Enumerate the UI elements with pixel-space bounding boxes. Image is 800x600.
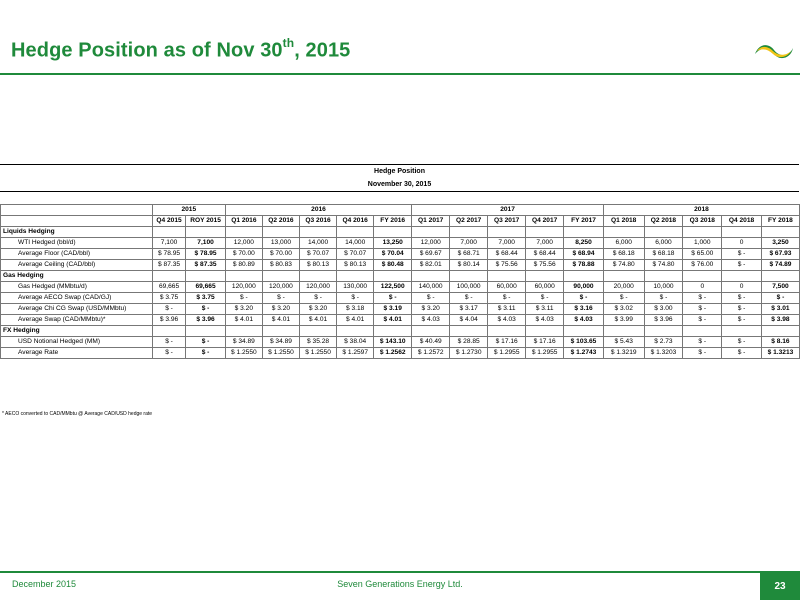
value-cell: $ 8.16 (761, 337, 799, 348)
value-cell: $ 40.49 (412, 337, 450, 348)
value-cell: 7,100 (152, 238, 186, 249)
column-header: Q2 2017 (450, 216, 488, 227)
empty-cell (603, 227, 644, 238)
value-cell: 60,000 (526, 282, 564, 293)
value-cell: 6,000 (644, 238, 683, 249)
value-cell: $ 68.94 (564, 249, 604, 260)
value-cell: $ 78.95 (186, 249, 225, 260)
value-cell: $ - (450, 293, 488, 304)
empty-cell (450, 227, 488, 238)
value-cell: $ 3.16 (564, 304, 604, 315)
table-footnote: * AECO converted to CAD/MMbtu @ Average CAD/USD hedge rate (2, 411, 153, 417)
empty-cell (488, 271, 526, 282)
column-header: Q4 2016 (337, 216, 374, 227)
year-header-2017: 2017 (412, 205, 604, 216)
empty-cell (564, 326, 604, 337)
value-cell: 3,250 (761, 238, 799, 249)
value-cell: 7,500 (761, 282, 799, 293)
section-label: Liquids Hedging (1, 227, 153, 238)
table-row (1, 238, 800, 249)
value-cell: $ - (300, 293, 337, 304)
table-date: November 30, 2015 (367, 181, 432, 188)
empty-cell (526, 227, 564, 238)
empty-cell (374, 271, 412, 282)
value-cell: $ 87.35 (186, 260, 225, 271)
value-cell: 14,000 (337, 238, 374, 249)
value-cell: $ - (722, 304, 762, 315)
value-cell: $ 70.04 (374, 249, 412, 260)
value-cell: $ 35.28 (300, 337, 337, 348)
empty-cell (526, 326, 564, 337)
value-cell: $ 4.01 (337, 315, 374, 326)
value-cell: $ 74.80 (603, 260, 644, 271)
value-cell: $ 17.16 (526, 337, 564, 348)
row-label: Average AECO Swap (CAD/GJ) (1, 293, 153, 304)
value-cell: $ 1.2730 (450, 348, 488, 359)
value-cell: 7,000 (488, 238, 526, 249)
value-cell: $ 75.56 (488, 260, 526, 271)
value-cell: $ 1.2550 (300, 348, 337, 359)
value-cell: $ 75.56 (526, 260, 564, 271)
value-cell: $ 3.75 (186, 293, 225, 304)
column-header: ROY 2015 (186, 216, 225, 227)
empty-cell (644, 326, 683, 337)
value-cell: $ 3.20 (262, 304, 299, 315)
value-cell: 12,000 (412, 238, 450, 249)
column-header: Q4 2017 (526, 216, 564, 227)
title-divider (0, 73, 800, 75)
empty-cell (722, 326, 762, 337)
empty-cell (300, 271, 337, 282)
value-cell: $ - (761, 293, 799, 304)
value-cell: $ - (683, 304, 722, 315)
value-cell: $ 3.17 (450, 304, 488, 315)
value-cell: $ 80.13 (337, 260, 374, 271)
value-cell: $ - (722, 249, 762, 260)
empty-cell (488, 326, 526, 337)
column-header: FY 2017 (564, 216, 604, 227)
value-cell: $ - (722, 260, 762, 271)
value-cell: $ 80.14 (450, 260, 488, 271)
value-cell: $ 68.44 (526, 249, 564, 260)
value-cell: $ 1.2572 (412, 348, 450, 359)
value-cell: $ 143.10 (374, 337, 412, 348)
value-cell: $ - (337, 293, 374, 304)
value-cell: 140,000 (412, 282, 450, 293)
empty-cell (683, 271, 722, 282)
value-cell: $ - (603, 293, 644, 304)
value-cell: $ - (374, 293, 412, 304)
empty-cell (603, 271, 644, 282)
empty-cell (761, 227, 799, 238)
column-header: Q1 2018 (603, 216, 644, 227)
value-cell: $ - (683, 293, 722, 304)
value-cell: $ 3.20 (412, 304, 450, 315)
value-cell: $ 76.00 (683, 260, 722, 271)
value-cell: 8,250 (564, 238, 604, 249)
value-cell: $ 1.2597 (337, 348, 374, 359)
value-cell: $ 70.07 (337, 249, 374, 260)
value-cell: $ 3.19 (374, 304, 412, 315)
value-cell: $ 1.3213 (761, 348, 799, 359)
row-label: Average Rate (1, 348, 153, 359)
table-row (1, 282, 800, 293)
value-cell: 0 (722, 282, 762, 293)
value-cell: $ - (186, 337, 225, 348)
value-cell: $ 87.35 (152, 260, 186, 271)
value-cell: 6,000 (603, 238, 644, 249)
value-cell: $ 3.20 (300, 304, 337, 315)
header-blank-cell (1, 216, 153, 227)
empty-cell (225, 326, 262, 337)
row-label: Average Swap (CAD/MMbtu)* (1, 315, 153, 326)
empty-cell (152, 227, 186, 238)
empty-cell (337, 271, 374, 282)
section-label: FX Hedging (1, 326, 153, 337)
year-header-row (1, 205, 800, 216)
value-cell: $ 74.80 (644, 260, 683, 271)
value-cell: $ - (722, 315, 762, 326)
value-cell: $ 68.44 (488, 249, 526, 260)
value-cell: $ - (262, 293, 299, 304)
company-logo-icon (751, 37, 797, 65)
value-cell: $ - (683, 348, 722, 359)
table-row (1, 304, 800, 315)
value-cell: $ - (722, 293, 762, 304)
column-header: Q1 2016 (225, 216, 262, 227)
value-cell: $ 4.03 (412, 315, 450, 326)
value-cell: 14,000 (300, 238, 337, 249)
column-header: Q2 2016 (262, 216, 299, 227)
empty-cell (225, 271, 262, 282)
column-header: Q2 2018 (644, 216, 683, 227)
empty-cell (564, 227, 604, 238)
column-header: FY 2016 (374, 216, 412, 227)
column-header: Q4 2018 (722, 216, 762, 227)
table-row (1, 348, 800, 359)
empty-cell (186, 227, 225, 238)
value-cell: 0 (683, 282, 722, 293)
value-cell: $ - (186, 348, 225, 359)
value-cell: 130,000 (337, 282, 374, 293)
value-cell: 0 (722, 238, 762, 249)
empty-cell (564, 271, 604, 282)
value-cell: $ 65.00 (683, 249, 722, 260)
value-cell: $ 70.00 (225, 249, 262, 260)
value-cell: $ 3.00 (644, 304, 683, 315)
empty-cell (412, 227, 450, 238)
value-cell: 69,665 (152, 282, 186, 293)
value-cell: $ 70.00 (262, 249, 299, 260)
value-cell: $ 74.89 (761, 260, 799, 271)
empty-cell (683, 227, 722, 238)
value-cell: 7,000 (450, 238, 488, 249)
value-cell: $ - (526, 293, 564, 304)
row-label: Gas Hedged (MMbtu/d) (1, 282, 153, 293)
empty-cell (526, 271, 564, 282)
year-header-2018: 2018 (603, 205, 799, 216)
footer-company: Seven Generations Energy Ltd. (337, 579, 463, 589)
empty-cell (450, 271, 488, 282)
empty-cell (761, 271, 799, 282)
value-cell: $ 70.07 (300, 249, 337, 260)
empty-cell (186, 326, 225, 337)
footer-divider (0, 571, 800, 573)
section-row (1, 227, 800, 238)
value-cell: $ 4.03 (526, 315, 564, 326)
table-row (1, 337, 800, 348)
row-label: Average Floor (CAD/bbl) (1, 249, 153, 260)
section-row (1, 271, 800, 282)
value-cell: $ - (644, 293, 683, 304)
value-cell: $ 3.11 (526, 304, 564, 315)
value-cell: $ 3.02 (603, 304, 644, 315)
empty-cell (603, 326, 644, 337)
value-cell: 13,000 (262, 238, 299, 249)
empty-cell (262, 271, 299, 282)
value-cell: $ 38.04 (337, 337, 374, 348)
value-cell: 69,665 (186, 282, 225, 293)
empty-cell (152, 271, 186, 282)
empty-cell (152, 326, 186, 337)
value-cell: $ 4.01 (374, 315, 412, 326)
empty-cell (722, 227, 762, 238)
empty-cell (186, 271, 225, 282)
table-row (1, 315, 800, 326)
table-row (1, 249, 800, 260)
empty-cell (412, 326, 450, 337)
value-cell: $ 68.71 (450, 249, 488, 260)
empty-cell (337, 227, 374, 238)
value-cell: $ 80.89 (225, 260, 262, 271)
row-label: Average Ceiling (CAD/bbl) (1, 260, 153, 271)
empty-cell (644, 271, 683, 282)
value-cell: 7,000 (526, 238, 564, 249)
empty-cell (337, 326, 374, 337)
value-cell: 120,000 (300, 282, 337, 293)
value-cell: $ 80.13 (300, 260, 337, 271)
value-cell: $ 1.2955 (526, 348, 564, 359)
column-header: FY 2018 (761, 216, 799, 227)
value-cell: 1,000 (683, 238, 722, 249)
value-cell: $ 68.18 (603, 249, 644, 260)
value-cell: $ 2.73 (644, 337, 683, 348)
empty-cell (262, 326, 299, 337)
empty-cell (488, 227, 526, 238)
value-cell: $ 4.03 (488, 315, 526, 326)
value-cell: $ - (683, 337, 722, 348)
value-cell: $ - (722, 337, 762, 348)
value-cell: $ 4.01 (262, 315, 299, 326)
value-cell: $ 1.3203 (644, 348, 683, 359)
value-cell: $ 1.3219 (603, 348, 644, 359)
value-cell: $ 4.04 (450, 315, 488, 326)
value-cell: $ 1.2743 (564, 348, 604, 359)
value-cell: $ 68.18 (644, 249, 683, 260)
value-cell: $ 3.96 (644, 315, 683, 326)
value-cell: $ - (152, 304, 186, 315)
table-row (1, 293, 800, 304)
empty-cell (644, 227, 683, 238)
empty-cell (683, 326, 722, 337)
value-cell: $ 5.43 (603, 337, 644, 348)
column-header: Q1 2017 (412, 216, 450, 227)
header-blank-cell (1, 205, 153, 216)
column-header: Q4 2015 (152, 216, 186, 227)
value-cell: $ 3.75 (152, 293, 186, 304)
empty-cell (374, 227, 412, 238)
value-cell: $ 34.89 (225, 337, 262, 348)
value-cell: $ 69.67 (412, 249, 450, 260)
row-label: USD Notional Hedged (MM) (1, 337, 153, 348)
row-label: WTI Hedged (bbl/d) (1, 238, 153, 249)
value-cell: $ 78.95 (152, 249, 186, 260)
table-row (1, 260, 800, 271)
value-cell: $ - (564, 293, 604, 304)
hedge-position-table (0, 204, 800, 359)
empty-cell (761, 326, 799, 337)
empty-cell (374, 326, 412, 337)
value-cell: 20,000 (603, 282, 644, 293)
section-row (1, 326, 800, 337)
value-cell: 100,000 (450, 282, 488, 293)
empty-cell (300, 326, 337, 337)
value-cell: $ - (412, 293, 450, 304)
value-cell: $ 4.01 (300, 315, 337, 326)
value-cell: $ - (152, 348, 186, 359)
slide-title: Hedge Position as of Nov 30th, 2015 (11, 36, 351, 62)
column-header-row (1, 216, 800, 227)
value-cell: $ 1.2550 (225, 348, 262, 359)
value-cell: $ 3.98 (761, 315, 799, 326)
value-cell: $ 67.93 (761, 249, 799, 260)
value-cell: $ 1.2562 (374, 348, 412, 359)
empty-cell (722, 271, 762, 282)
value-cell: $ 34.89 (262, 337, 299, 348)
value-cell: 13,250 (374, 238, 412, 249)
value-cell: 120,000 (262, 282, 299, 293)
value-cell: $ 3.96 (186, 315, 225, 326)
value-cell: $ - (722, 348, 762, 359)
value-cell: $ 28.85 (450, 337, 488, 348)
row-label: Average Chi CG Swap (USD/MMbtu) (1, 304, 153, 315)
footer-date: December 2015 (12, 579, 77, 589)
value-cell: $ - (152, 337, 186, 348)
value-cell: $ 3.99 (603, 315, 644, 326)
empty-cell (300, 227, 337, 238)
page-number: 23 (760, 573, 800, 600)
value-cell: $ 1.2955 (488, 348, 526, 359)
value-cell: 10,000 (644, 282, 683, 293)
value-cell: $ - (683, 315, 722, 326)
table-caption: Hedge Position (374, 168, 425, 175)
value-cell: $ 78.88 (564, 260, 604, 271)
year-header-2016: 2016 (225, 205, 411, 216)
value-cell: $ 3.18 (337, 304, 374, 315)
value-cell: $ - (186, 304, 225, 315)
section-label: Gas Hedging (1, 271, 153, 282)
value-cell: $ 4.03 (564, 315, 604, 326)
value-cell: 122,500 (374, 282, 412, 293)
value-cell: 120,000 (225, 282, 262, 293)
value-cell: $ 3.20 (225, 304, 262, 315)
value-cell: 7,100 (186, 238, 225, 249)
column-header: Q3 2016 (300, 216, 337, 227)
value-cell: $ 80.48 (374, 260, 412, 271)
value-cell: 12,000 (225, 238, 262, 249)
column-header: Q3 2018 (683, 216, 722, 227)
value-cell: 60,000 (488, 282, 526, 293)
empty-cell (262, 227, 299, 238)
empty-cell (225, 227, 262, 238)
value-cell: $ 3.96 (152, 315, 186, 326)
value-cell: $ 1.2550 (262, 348, 299, 359)
value-cell: $ 82.01 (412, 260, 450, 271)
value-cell: $ 17.16 (488, 337, 526, 348)
column-header: Q3 2017 (488, 216, 526, 227)
value-cell: $ 103.65 (564, 337, 604, 348)
value-cell: $ - (488, 293, 526, 304)
value-cell: $ 3.01 (761, 304, 799, 315)
value-cell: $ 4.01 (225, 315, 262, 326)
value-cell: $ 80.83 (262, 260, 299, 271)
value-cell: 90,000 (564, 282, 604, 293)
empty-cell (412, 271, 450, 282)
empty-cell (450, 326, 488, 337)
value-cell: $ - (225, 293, 262, 304)
value-cell: $ 3.11 (488, 304, 526, 315)
year-header-2015: 2015 (152, 205, 225, 216)
